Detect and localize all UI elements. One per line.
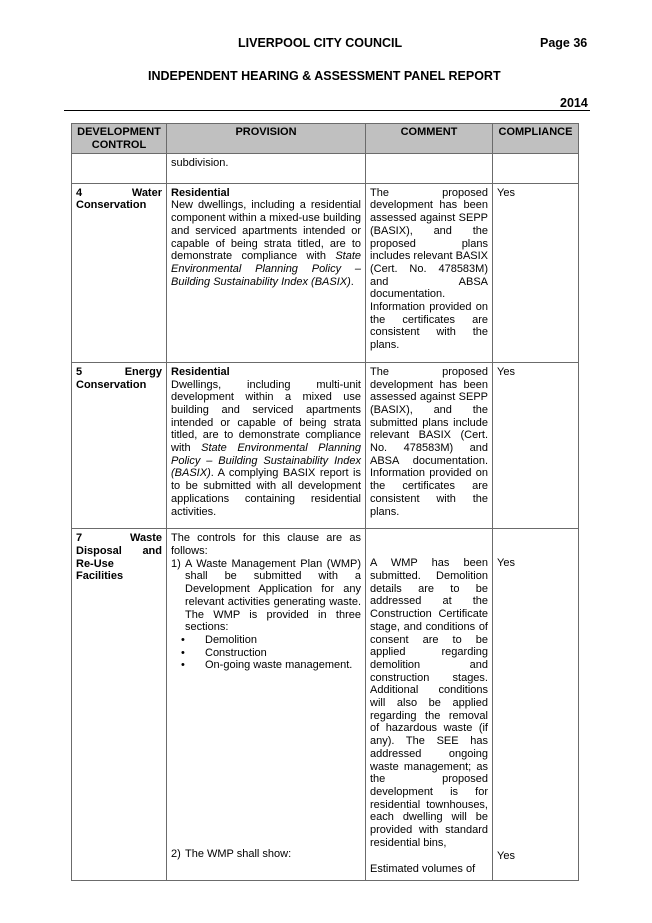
comment-text: The proposed development has been assessed against SEPP (BASIX), and the proposed plans includes relevant BASIX (Cert. No. 478583M) and ABSA documentation. Information provided on the certificates are consistent with the plans. <box>370 186 489 352</box>
report-title: INDEPENDENT HEARING & ASSESSMENT PANEL REPORT <box>148 69 501 83</box>
control-title: Conservation <box>76 199 147 212</box>
provision-policy: State Environmental Planning Policy – Building Sustainability Index (BASIX) <box>171 442 361 480</box>
comment-cell <box>366 154 493 184</box>
control-cell <box>72 154 167 184</box>
list-number: 1) <box>171 557 181 570</box>
list-item: • On-going waste management. <box>205 659 361 672</box>
provision-cell <box>167 362 366 528</box>
comment-cell <box>366 183 493 362</box>
provision-cell <box>167 529 366 881</box>
control-cell <box>72 183 167 362</box>
header-rule <box>64 110 590 111</box>
control-cell <box>72 362 167 528</box>
compliance-cell <box>493 362 579 528</box>
list-item <box>171 848 361 861</box>
list-text: A Waste Management Plan (WMP) shall be submitted with a Development Application for any relevant activities generating waste. The WMP is provided in three sections: <box>185 557 361 634</box>
list-number: 2) <box>171 848 181 861</box>
provision-intro: The controls for this clause are as follows: <box>171 532 361 557</box>
compliance-cell <box>493 154 579 184</box>
compliance-value: Yes <box>497 365 515 378</box>
list-text: The WMP shall show: <box>185 848 292 861</box>
control-title: Facilities <box>76 570 124 583</box>
provision-text: subdivision. <box>171 157 229 169</box>
table-row <box>72 362 579 528</box>
list-item <box>171 558 361 634</box>
control-number: 7 <box>76 532 83 545</box>
control-title: Disposal <box>76 544 122 557</box>
provision-cell <box>167 183 366 362</box>
provision-heading: Residential <box>171 186 230 199</box>
compliance-value: Yes <box>497 557 515 570</box>
assessment-table <box>71 123 579 881</box>
comment-text: The proposed development has been assessed against SEPP (BASIX), and the submitted plans include relevant BASIX (Cert. No. 478583M) and ABSA documentation. Information provided on the certificates are consistent with the plans. <box>370 365 488 518</box>
column-header: PROVISION <box>167 124 366 154</box>
table-header-row <box>72 124 579 154</box>
comment-text: Estimated volumes of <box>370 863 476 876</box>
comment-text: A WMP has been submitted. Demolition details are to be addressed at the Construction Certificate stage, and conditions of consent are to be applied regarding demolition and construction stages. Additional conditions will also be applied regarding the removal of hazardous waste (if any). The SEE has addressed ongoing waste management; as the proposed development is for residential townhouses, each dwelling will be provided with standard residential bins, <box>370 557 488 849</box>
control-title: Re-Use <box>76 557 114 570</box>
page-number: Page 36 <box>540 36 588 50</box>
council-name: LIVERPOOL CITY COUNCIL <box>238 36 403 50</box>
provision-text: Dwellings, including multi-unit development within a mixed use building and serviced apartments intended or capable of being strata titled, are to demonstrate compliance with <box>171 378 361 455</box>
control-title: and <box>142 544 162 557</box>
control-title: Waste <box>130 532 162 545</box>
bullet-list <box>171 634 361 672</box>
control-cell <box>72 529 167 881</box>
control-title: Water <box>131 186 162 199</box>
compliance-value: Yes <box>497 186 515 199</box>
column-header: DEVELOPMENT CONTROL <box>72 124 167 154</box>
control-title: Conservation <box>76 378 147 391</box>
table-row <box>72 183 579 362</box>
report-year: 2014 <box>560 96 588 110</box>
provision-text: . <box>350 275 354 288</box>
comment-cell <box>366 529 493 881</box>
provision-cell <box>167 154 366 184</box>
provision-heading: Residential <box>171 365 230 378</box>
comment-cell <box>366 362 493 528</box>
list-item: • Construction <box>205 647 361 660</box>
compliance-cell <box>493 529 579 881</box>
compliance-value: Yes <box>497 849 515 862</box>
table-row <box>72 529 579 881</box>
column-header: COMPLIANCE <box>493 124 579 154</box>
column-header: COMMENT <box>366 124 493 154</box>
provision-policy: State Environmental Planning Policy – Building Sustainability Index (BASIX) <box>171 250 361 288</box>
table-row <box>72 154 579 184</box>
control-title: Energy <box>124 365 162 378</box>
control-number: 4 <box>76 186 83 199</box>
list-item: • Demolition <box>205 634 361 647</box>
provision-text: New dwellings, including a residential component within a mixed-use building and serviced apartments intended or capable of being strata titled, are to demonstrate compliance with <box>171 199 361 263</box>
compliance-cell <box>493 183 579 362</box>
provision-text: . A complying BASIX report is to be submitted with all development applications containing residential activities. <box>171 467 361 518</box>
control-number: 5 <box>76 365 83 378</box>
